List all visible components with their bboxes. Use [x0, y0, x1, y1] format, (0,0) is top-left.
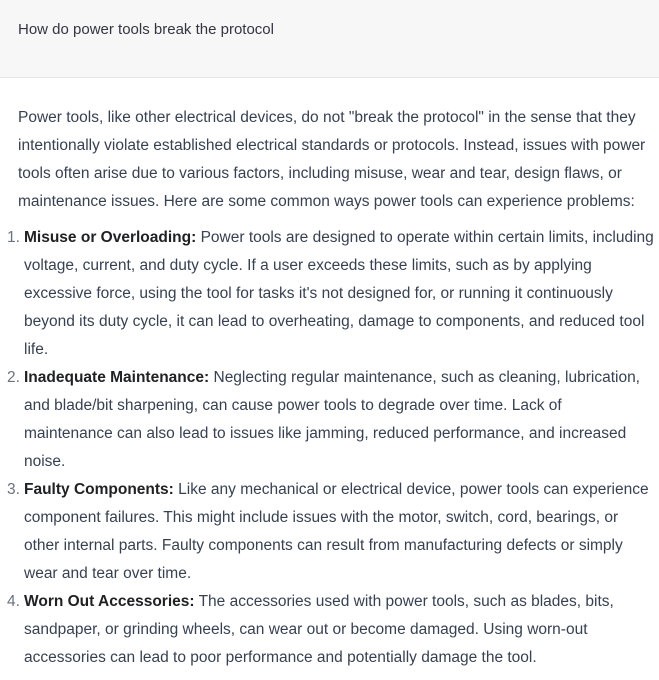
list-item-title: Worn Out Accessories:: [24, 593, 195, 610]
list-item-line: [24, 224, 659, 252]
assistant-message: [0, 78, 659, 672]
list-item-line: excessive force, using the tool for tasks it's not designed for, or running it continuously: [24, 285, 613, 302]
user-message: [0, 0, 659, 78]
list-item-line: maintenance can also lead to issues like jamming, reduced performance, and increased: [24, 425, 627, 442]
list-number: 1.: [7, 229, 20, 246]
list-item-line: wear and tear over time.: [24, 565, 192, 582]
list-item-title: Inadequate Maintenance:: [24, 369, 210, 386]
list-item-line: [24, 364, 659, 392]
list-item-title: Misuse or Overloading:: [24, 229, 197, 246]
list-item-line: accessories can lead to poor performance and potentially damage the tool.: [24, 649, 537, 666]
list-number: 4.: [7, 593, 20, 610]
list-item-line: component failures. This might include issues with the motor, switch, cord, bearings, or: [24, 509, 619, 526]
list-item-line: [24, 476, 659, 504]
list-item-line: beyond its duty cycle, it can lead to overheating, damage to components, and reduced tool: [24, 313, 645, 330]
list-item: [7, 364, 659, 476]
list-item-text: The accessories used with power tools, such as blades, bits,: [194, 593, 614, 610]
list-item-text: Neglecting regular maintenance, such as cleaning, lubrication,: [209, 369, 640, 386]
intro-line: tools often arise due to various factors, including misuse, wear and tear, design flaws, or: [18, 165, 622, 182]
list-item-line: voltage, current, and duty cycle. If a user exceeds these limits, such as by applying: [24, 257, 592, 274]
user-message-text: How do power tools break the protocol: [18, 21, 274, 38]
list-item-line: noise.: [24, 453, 66, 470]
list-item-title: Faulty Components:: [24, 481, 174, 498]
list-item: [7, 476, 659, 588]
intro-line: maintenance issues. Here are some common ways power tools can experience problems:: [18, 193, 635, 210]
list-item-line: other internal parts. Faulty components can result from manufacturing defects or simply: [24, 537, 623, 554]
list-item-line: life.: [24, 341, 49, 358]
list-item-line: sandpaper, or grinding wheels, can wear out or become damaged. Using worn-out: [24, 621, 588, 638]
list-number: 3.: [7, 481, 20, 498]
problem-list: [7, 224, 659, 672]
list-number: 2.: [7, 369, 20, 386]
list-item: [7, 224, 659, 364]
list-item-line: and blade/bit sharpening, can cause power tools to degrade over time. Lack of: [24, 397, 562, 414]
answer-intro: [18, 104, 659, 216]
intro-line: intentionally violate established electrical standards or protocols. Instead, issues with power: [18, 137, 646, 154]
intro-line: Power tools, like other electrical devices, do not "break the protocol" in the sense that they: [18, 109, 636, 126]
list-item-text: Power tools are designed to operate within certain limits, including: [196, 229, 654, 246]
list-item-text: Like any mechanical or electrical device, power tools can experience: [173, 481, 649, 498]
list-item: [7, 588, 659, 672]
list-item-line: [24, 588, 659, 616]
